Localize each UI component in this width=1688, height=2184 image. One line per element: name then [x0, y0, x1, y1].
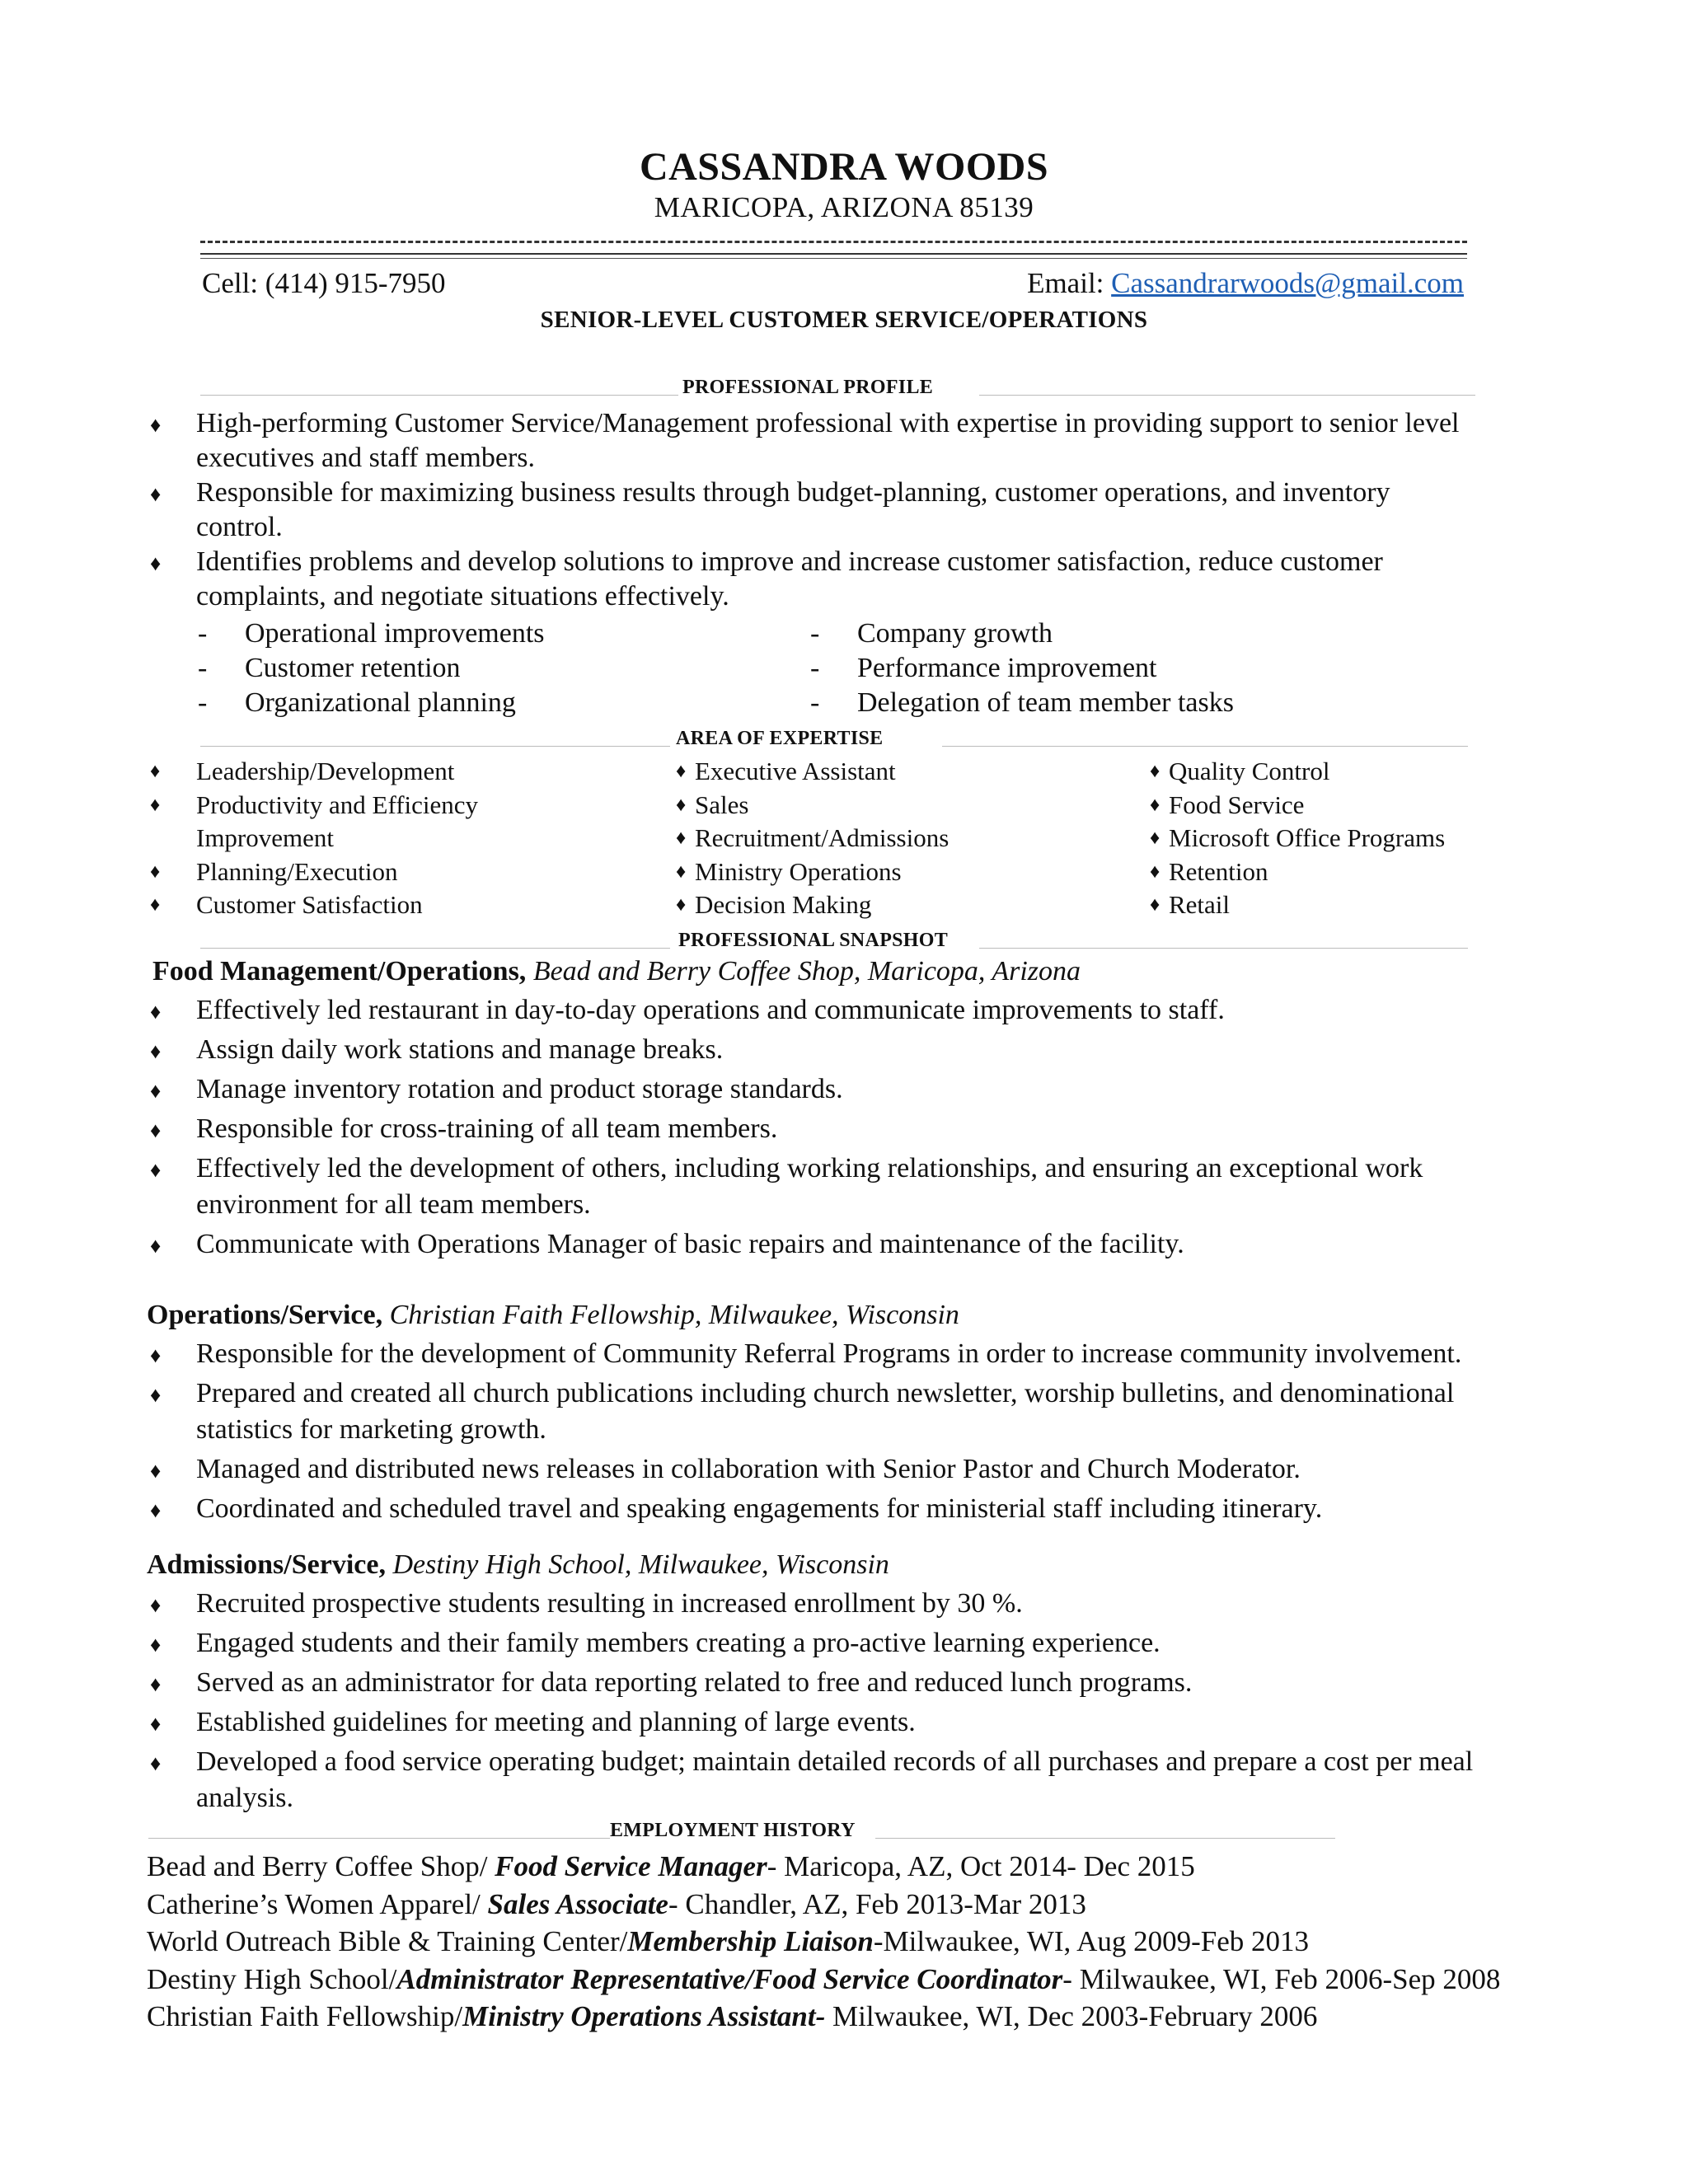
bullet-text: Responsible for cross-training of all team members. — [196, 1113, 778, 1144]
employer: Destiny High School/ — [147, 1962, 397, 1995]
employer: Catherine’s Women Apparel/ — [147, 1887, 488, 1920]
section-heading: AREA OF EXPERTISE — [676, 728, 884, 749]
bullet-text: Served as an administrator for data reporting related to free and reduced lunch programs. — [196, 1667, 1193, 1698]
section-rule — [200, 948, 670, 949]
headline: SENIOR-LEVEL CUSTOMER SERVICE/OPERATIONS — [540, 307, 1148, 333]
employment-row — [147, 1850, 1195, 1883]
skill-dash: - — [198, 687, 208, 718]
employer: World Outreach Bible & Training Center/ — [147, 1925, 628, 1957]
location-dates: - Milwaukee, WI, Feb 2006-Sep 2008 — [1062, 1962, 1501, 1995]
skill-dash: - — [810, 687, 820, 718]
section-heading: EMPLOYMENT HISTORY — [610, 1820, 856, 1841]
job-role: Membership Liaison — [627, 1925, 874, 1957]
bullet-icon: ♦ — [150, 860, 161, 883]
bullet-icon: ♦ — [150, 894, 161, 916]
section-professional-profile — [200, 377, 1475, 401]
bullet-icon: ♦ — [676, 827, 687, 849]
bullet-text: Responsible for the development of Community Referral Programs in order to increase community involvement. — [196, 1338, 1462, 1369]
section-rule — [200, 746, 670, 747]
job-heading — [147, 1300, 959, 1331]
skill-item: Performance improvement — [857, 653, 1157, 683]
expertise-item: Retention — [1169, 856, 1268, 886]
bullet-text: Developed a food service operating budget; maintain detailed records of all purchases and prepare a cost per meal — [196, 1746, 1474, 1777]
cell-phone: Cell: (414) 915-7950 — [202, 267, 446, 299]
employment-row — [147, 1925, 1309, 1958]
skill-item: Organizational planning — [245, 687, 516, 718]
bullet-text: Identifies problems and develop solutions to improve and increase customer satisfaction, reduce customer — [196, 546, 1383, 577]
section-rule — [148, 1838, 610, 1839]
bullet-icon: ♦ — [150, 1751, 162, 1775]
skill-dash: - — [810, 618, 820, 649]
bullet-icon: ♦ — [676, 794, 687, 816]
job-role: Administrator Representative/Food Service Coordinator — [396, 1962, 1063, 1995]
header-divider-dashed — [200, 241, 1467, 243]
bullet-text: Recruited prospective students resulting in increased enrollment by 30 %. — [196, 1588, 1023, 1619]
location-dates: - Chandler, AZ, Feb 2013-Mar 2013 — [668, 1887, 1086, 1920]
bullet-icon: ♦ — [150, 1343, 162, 1367]
expertise-item: Improvement — [196, 823, 335, 852]
bullet-text: environment for all team members. — [196, 1189, 591, 1220]
section-heading: PROFESSIONAL SNAPSHOT — [678, 930, 949, 951]
expertise-item: Customer Satisfaction — [196, 890, 423, 919]
bullet-icon: ♦ — [150, 1079, 162, 1103]
employer: Christian Faith Fellowship/ — [147, 2000, 463, 2032]
bullet-text: Responsible for maximizing business results through budget-planning, customer operations, and inventory — [196, 477, 1390, 508]
job-organization: Destiny High School, Milwaukee, Wisconsin — [385, 1549, 889, 1580]
bullet-text: Effectively led the development of others, including working relationships, and ensuring an exceptional work — [196, 1153, 1423, 1183]
section-rule — [979, 948, 1468, 949]
bullet-icon: ♦ — [150, 1039, 162, 1063]
bullet-icon: ♦ — [1150, 827, 1160, 849]
bullet-text: Coordinated and scheduled travel and speaking engagements for ministerial staff including itinerary. — [196, 1493, 1323, 1524]
bullet-icon: ♦ — [150, 551, 162, 575]
section-rule — [979, 395, 1475, 396]
employment-row — [147, 1963, 1500, 1996]
bullet-icon: ♦ — [150, 413, 162, 437]
expertise-item: Quality Control — [1169, 757, 1330, 785]
bullet-icon: ♦ — [150, 1672, 162, 1696]
skill-dash: - — [198, 618, 208, 649]
expertise-item: Productivity and Efficiency — [196, 790, 479, 819]
bullet-icon: ♦ — [150, 794, 161, 816]
location-dates: - Maricopa, AZ, Oct 2014- Dec 2015 — [767, 1850, 1195, 1882]
bullet-icon: ♦ — [150, 1158, 162, 1182]
bullet-text: Communicate with Operations Manager of basic repairs and maintenance of the facility. — [196, 1229, 1184, 1259]
skill-dash: - — [198, 653, 208, 683]
expertise-item: Food Service — [1169, 790, 1305, 819]
expertise-item: Ministry Operations — [695, 856, 902, 886]
bullet-icon: ♦ — [1150, 894, 1160, 916]
email-link[interactable]: Cassandrarwoods@gmail.com — [1111, 267, 1464, 299]
bullet-text: control. — [196, 512, 283, 542]
location-dates: -Milwaukee, WI, Aug 2009-Feb 2013 — [873, 1925, 1310, 1957]
section-rule — [875, 1838, 1335, 1839]
bullet-icon: ♦ — [676, 860, 687, 883]
bullet-icon: ♦ — [676, 894, 687, 916]
section-rule — [200, 395, 678, 396]
bullet-icon: ♦ — [150, 761, 161, 782]
bullet-icon: ♦ — [1150, 761, 1160, 782]
job-title: Admissions/Service, — [147, 1549, 386, 1580]
job-heading — [147, 1549, 889, 1581]
candidate-name: CASSANDRA WOODS — [639, 145, 1049, 189]
bullet-icon: ♦ — [1150, 794, 1160, 816]
expertise-item: Decision Making — [695, 890, 872, 919]
expertise-item: Recruitment/Admissions — [695, 823, 950, 852]
expertise-item: Retail — [1169, 890, 1231, 919]
skill-dash: - — [810, 653, 820, 683]
employment-row — [147, 2000, 1317, 2033]
skill-item: Delegation of team member tasks — [857, 687, 1234, 718]
expertise-item: Microsoft Office Programs — [1169, 823, 1446, 852]
bullet-icon: ♦ — [150, 1234, 162, 1258]
candidate-address: MARICOPA, ARIZONA 85139 — [654, 191, 1034, 223]
expertise-item: Executive Assistant — [695, 757, 896, 785]
bullet-text: Engaged students and their family members creating a pro-active learning experience. — [196, 1628, 1160, 1658]
skill-item: Customer retention — [245, 653, 461, 683]
bullet-text: Managed and distributed news releases in collaboration with Senior Pastor and Church Moderator. — [196, 1454, 1301, 1484]
bullet-icon: ♦ — [1150, 860, 1160, 883]
job-organization: Bead and Berry Coffee Shop, Maricopa, Arizona — [526, 956, 1081, 987]
expertise-item: Sales — [695, 790, 749, 819]
job-title: Food Management/Operations, — [152, 956, 527, 987]
bullet-text: Established guidelines for meeting and planning of large events. — [196, 1707, 916, 1737]
section-heading: PROFESSIONAL PROFILE — [682, 377, 934, 398]
bullet-text: complaints, and negotiate situations effectively. — [196, 581, 729, 612]
expertise-item: Leadership/Development — [196, 757, 455, 785]
bullet-text: executives and staff members. — [196, 443, 536, 473]
bullet-text: Prepared and created all church publications including church newsletter, worship bulletins, and denominational — [196, 1378, 1455, 1408]
bullet-text: statistics for marketing growth. — [196, 1414, 546, 1445]
bullet-icon: ♦ — [676, 761, 687, 782]
bullet-icon: ♦ — [150, 1498, 162, 1522]
job-organization: Christian Faith Fellowship, Milwaukee, Wisconsin — [382, 1300, 959, 1330]
expertise-item: Planning/Execution — [196, 856, 398, 886]
bullet-icon: ♦ — [150, 1000, 162, 1024]
job-heading — [152, 956, 1081, 987]
bullet-text: High-performing Customer Service/Management professional with expertise in providing support to senior level — [196, 408, 1460, 438]
bullet-text: Manage inventory rotation and product storage standards. — [196, 1074, 843, 1104]
employment-row — [147, 1888, 1086, 1921]
bullet-text: Assign daily work stations and manage breaks. — [196, 1034, 724, 1065]
email-line — [1027, 267, 1464, 300]
job-role: Ministry Operations Assistant- — [462, 2000, 826, 2032]
section-employment-history — [148, 1820, 1335, 1844]
bullet-icon: ♦ — [150, 1712, 162, 1736]
bullet-text: analysis. — [196, 1783, 294, 1813]
location-dates: Milwaukee, WI, Dec 2003-February 2006 — [825, 2000, 1318, 2032]
email-label: Email: — [1027, 267, 1112, 299]
bullet-icon: ♦ — [150, 1459, 162, 1483]
bullet-icon: ♦ — [150, 1593, 162, 1617]
bullet-icon: ♦ — [150, 1633, 162, 1657]
job-role: Sales Associate — [487, 1887, 668, 1920]
employer: Bead and Berry Coffee Shop/ — [147, 1850, 495, 1882]
section-rule — [942, 746, 1468, 747]
section-area-of-expertise — [200, 728, 1468, 752]
bullet-text: Effectively led restaurant in day-to-day operations and communicate improvements to staff. — [196, 995, 1225, 1025]
header-divider-thin — [200, 258, 1467, 259]
bullet-icon: ♦ — [150, 1118, 162, 1142]
job-title: Operations/Service, — [147, 1300, 383, 1330]
section-professional-snapshot — [200, 930, 1468, 954]
skill-item: Operational improvements — [245, 618, 545, 649]
skill-item: Company growth — [857, 618, 1053, 649]
header-divider-solid — [200, 253, 1467, 255]
bullet-icon: ♦ — [150, 1383, 162, 1407]
bullet-icon: ♦ — [150, 482, 162, 506]
job-role: Food Service Manager — [495, 1850, 767, 1882]
